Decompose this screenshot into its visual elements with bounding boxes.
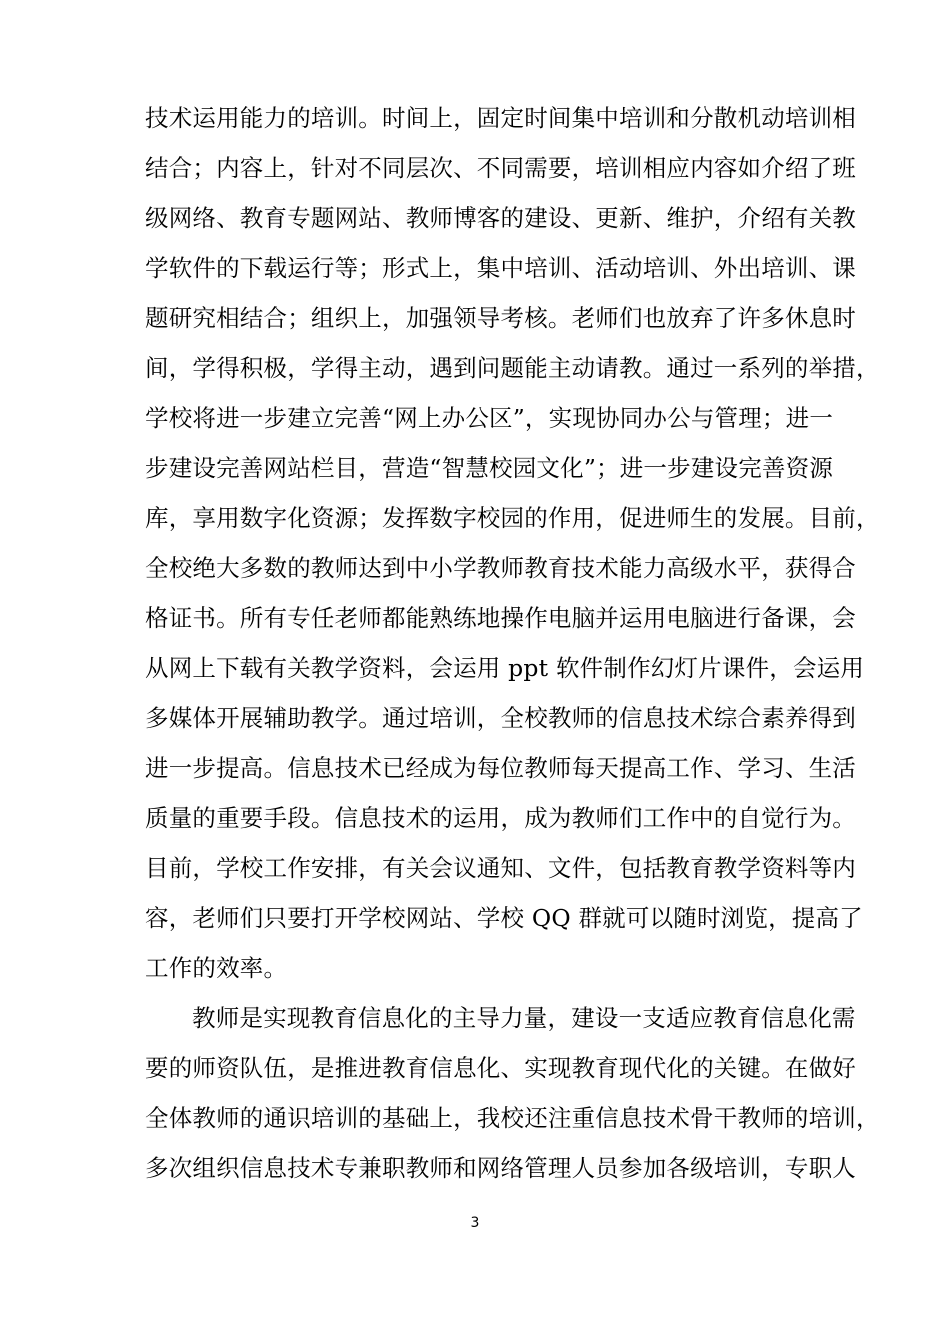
paragraph-1-line-2: 结合；内容上，针对不同层次、不同需要，培训相应内容如介绍了班 [145, 154, 856, 182]
paragraph-1-line-8: 步建设完善网站栏目，营造“智慧校园文化”；进一步建设完善资源 [145, 454, 834, 482]
paragraph-2-line-3: 全体教师的通识培训的基础上，我校还注重信息技术骨干教师的培训， [145, 1104, 880, 1132]
paragraph-1-line-11: 格证书。所有专任老师都能熟练地操作电脑并运用电脑进行备课，会 [145, 604, 856, 632]
paragraph-2-line-4: 多次组织信息技术专兼职教师和网络管理人员参加各级培训，专职人 [145, 1154, 856, 1182]
paragraph-2-line-2: 要的师资队伍，是推进教育信息化、实现教育现代化的关键。在做好 [145, 1054, 856, 1082]
paragraph-1-line-7: 学校将进一步建立完善“网上办公区”，实现协同办公与管理；进一 [145, 404, 834, 432]
paragraph-1-line-5: 题研究相结合；组织上，加强领导考核。老师们也放弃了许多休息时 [145, 304, 856, 332]
paragraph-1-line-12: 从网上下载有关教学资料，会运用 ppt 软件制作幻灯片课件，会运用 [145, 654, 865, 682]
paragraph-1-line-10: 全校绝大多数的教师达到中小学教师教育技术能力高级水平，获得合 [145, 554, 856, 582]
paragraph-1-line-4: 学软件的下载运行等；形式上，集中培训、活动培训、外出培训、课 [145, 254, 856, 282]
paragraph-1-line-17: 容，老师们只要打开学校网站、学校 QQ 群就可以随时浏览，提高了 [145, 904, 863, 932]
paragraph-1-line-13: 多媒体开展辅助教学。通过培训，全校教师的信息技术综合素养得到 [145, 704, 856, 732]
page-number: 3 [470, 1215, 480, 1231]
paragraph-1-line-14: 进一步提高。信息技术已经成为每位教师每天提高工作、学习、生活 [145, 754, 856, 782]
paragraph-1-line-9: 库，享用数字化资源；发挥数字校园的作用，促进师生的发展。目前， [145, 504, 880, 532]
paragraph-1-line-16: 目前，学校工作安排，有关会议通知、文件，包括教育教学资料等内 [145, 854, 856, 882]
paragraph-1-line-3: 级网络、教育专题网站、教师博客的建设、更新、维护，介绍有关教 [145, 204, 856, 232]
paragraph-1-line-1: 技术运用能力的培训。时间上，固定时间集中培训和分散机动培训相 [145, 104, 856, 132]
paragraph-1-line-15: 质量的重要手段。信息技术的运用，成为教师们工作中的自觉行为。 [145, 804, 856, 832]
paragraph-2-line-1: 教师是实现教育信息化的主导力量，建设一支适应教育信息化需 [192, 1004, 856, 1032]
paragraph-1-line-18: 工作的效率。 [145, 954, 288, 982]
paragraph-1-line-6: 间，学得积极，学得主动，遇到问题能主动请教。通过一系列的举措， [145, 354, 880, 382]
